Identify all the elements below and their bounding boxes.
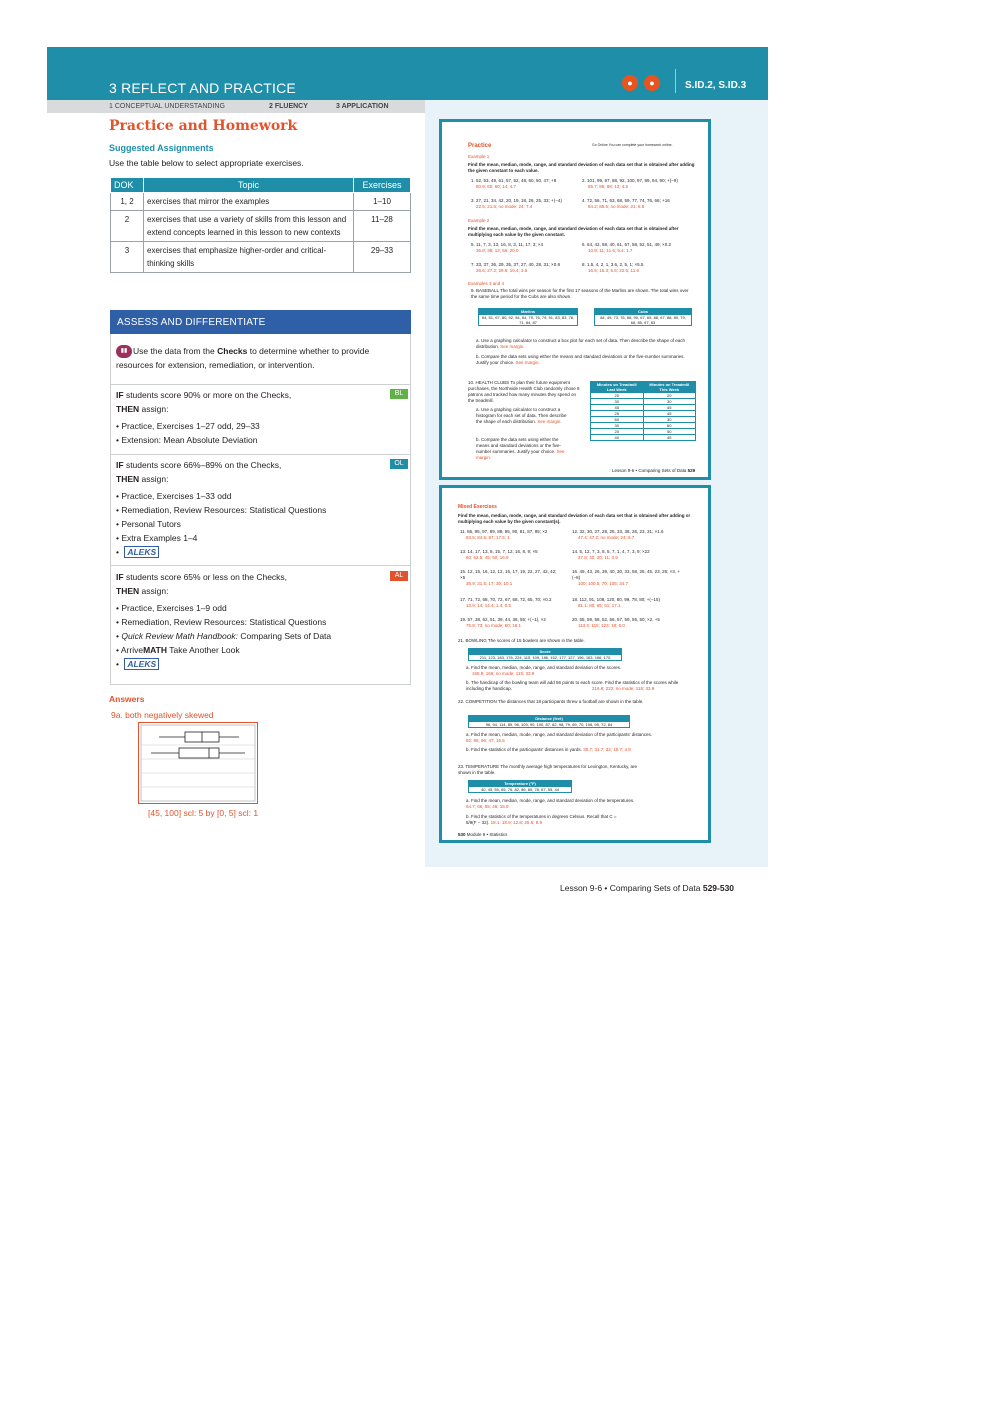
ol-block: OL IF students score 66%–89% on the Checks, THEN assign: • Practice, Exercises 1–33 odd • Remediation, Review Resources: Statistical Questions • Personal Tutors • Extra Examples 1–4 • ALEKS	[116, 458, 406, 559]
exercises-header: Exercises	[354, 178, 411, 193]
answer: 47.4; 47.2; no mode; 24; 6.7	[578, 535, 635, 540]
table-header-row	[111, 178, 411, 193]
al-block: AL IF students score 65% or less on the Checks, THEN assign: • Practice, Exercises 1–9 odd • Remediation, Review Resources: Statistical Questions • Quick Review Math Handbook: Comparing Sets of Data • ArriveMATH Take Another Look • ALEKS	[116, 570, 406, 671]
table-row	[111, 193, 411, 211]
distance-table: Distance (feet) 96, 94, 114, 85, 96, 109, 90, 100, 87, 82, 98, 79, 69, 70, 106, 95, 72, 84	[468, 715, 630, 728]
page-title: Practice and Homework	[109, 118, 298, 134]
answer: 27.8; 30; 20; 11; 3.9	[578, 555, 618, 560]
question: 9. BASEBALL The total wins per season for the first 17 seasons of the Marlins are shown. The total wins over the same time period for the Cubs are also shown.	[471, 288, 689, 299]
header-divider	[675, 69, 676, 93]
question: 18. 112, 91, 108, 120, 80, 99, 78, 80; +(−15)	[572, 597, 660, 602]
example-label: Example 1	[468, 154, 490, 159]
page-footer: 530 Module 9 • Statistics	[458, 832, 508, 837]
exercises-cell: 1–10	[354, 193, 411, 211]
dok-table	[110, 177, 411, 273]
question: 2. 101, 99, 97, 88, 92, 100, 97, 89, 94, 90; +(−9)	[582, 178, 678, 183]
divider	[110, 565, 411, 566]
answer: 84.2; 85.5; no mode; 21; 6.8	[588, 204, 645, 209]
answer: 83.5; 84.5; 87; 17.5; 1	[466, 535, 510, 540]
divider	[110, 454, 411, 455]
table-row	[111, 211, 411, 242]
section-header	[47, 47, 768, 100]
aleks-logo: ALEKS	[124, 658, 159, 670]
box-plot-svg	[139, 723, 257, 803]
practice-heading: Practice	[468, 143, 492, 149]
checks-icon: ▮▮	[116, 345, 132, 358]
exercises-cell: 11–28	[354, 211, 411, 242]
section-title: 3 REFLECT AND PRACTICE	[109, 80, 296, 96]
answer: 100; 100.5; 70; 105; 34.7	[578, 581, 629, 586]
question: 12. 32, 30, 27, 28, 25, 33, 38, 26, 23, 31; ×1.6	[572, 529, 664, 534]
question-part: a. Find the mean, median, mode, range, and standard deviation of the temperatures. 64.7; 66; 55; 46; 15.9	[466, 798, 635, 809]
assess-intro: ▮▮ Use the data from the Checks to determine whether to provide resources for extension, remediation, or intervention.	[116, 346, 370, 371]
bl-block: BL IF students score 90% or more on the Checks, THEN assign: • Practice, Exercises 1–27 odd, 29–33 • Extension: Mean Absolute Deviation	[116, 388, 406, 447]
question: 8. 1.5, 4, 2, 1, 3.6, 2, 5, 1; ×5.5	[582, 262, 644, 267]
tab-conceptual: 1 CONCEPTUAL UNDERSTANDING	[109, 103, 225, 110]
question: 10. HEALTH CLUBS To plan their future equipment purchases, the Northside Health Club randomly chose 8 patrons and tracked how many minutes they spend on the treadmill.	[468, 380, 580, 403]
answer: 13.9; 14; 14.4; 1.4; 0.5	[466, 603, 512, 608]
topic-cell: exercises that emphasize higher-order and critical-thinking skills	[144, 242, 354, 273]
marlins-table: Marlins 64, 51, 67, 80, 92, 54, 64, 79, 76, 79, 91, 83, 83, 78, 71, 84, 87	[478, 308, 578, 326]
answer: 16.5; 15.3; 5.5; 22.5; 11.6	[588, 268, 639, 273]
list-item: • ALEKS	[116, 545, 406, 559]
standards-label: S.ID.2, S.ID.3	[685, 80, 747, 91]
question-part: b. Compare the data sets using either the means and standard deviations or the five-number summaries. Justify your choice. See margin.	[476, 437, 565, 460]
question-part: a. Use a graphing calculator to construct a histogram for each set of data. Then describe the shape of each distribution. See margin.	[476, 407, 567, 424]
list-item: • ALEKS	[116, 657, 406, 671]
dok-header: DOK	[111, 178, 144, 193]
answer: 22.5; 21.5; no mode; 24; 7.4	[476, 204, 533, 209]
suggested-assignments-heading: Suggested Assignments	[109, 143, 214, 153]
question-part: b. Find the statistics of the participants' distances in yards. 30.7; 31.7; 32; 15.7; 4.8	[466, 747, 631, 752]
question-part: a. Find the mean, median, mode, range, and standard deviation of the participants' distances. 92; 95; 96; 47; 16.5	[466, 732, 652, 743]
question: 7. 33, 37, 36, 29, 35, 37, 27, 40, 28, 31; ×0.8	[471, 262, 560, 267]
question: 23. TEMPERATURE The monthly average high temperatures for Lexington, Kentucky, are shown in the table.	[458, 764, 638, 775]
answer-9a: 9a. both negatively skewed	[111, 710, 214, 720]
dok-cell: 1, 2	[111, 193, 144, 211]
answer: 216.9; 222; no mode; 115; 33.9	[592, 686, 655, 691]
aleks-logo: ALEKS	[124, 546, 159, 558]
divider	[110, 384, 411, 385]
question: 17. 71, 72, 68, 70, 72, 67, 68, 72, 65, 70; ×0.2	[460, 597, 552, 602]
list-item: • Remediation, Review Resources: Statistical Questions	[116, 617, 327, 627]
directions: Find the mean, median, mode, range, and standard deviation of each data set that is obtained after adding the given constant to each value.	[468, 162, 695, 173]
question: 13. 14, 17, 13, 8, 15, 7, 12, 16, 8, 9; ×5	[460, 549, 538, 554]
student-page-529	[439, 119, 711, 480]
student-page-530	[439, 485, 711, 843]
question: 4. 72, 56, 71, 63, 68, 59, 77, 74, 76, 66; +16	[582, 198, 670, 203]
question: 1. 52, 53, 49, 61, 57, 52, 48, 60, 50, 47; +8	[471, 178, 557, 183]
topic-header: Topic	[144, 178, 354, 193]
go-online-note: Go Online You can complete your homework online.	[592, 143, 673, 147]
ol-badge: OL	[390, 459, 408, 469]
question: 22. COMPETITION The distances that 18 participants threw a football are shown in the table.	[458, 699, 644, 704]
dok-cell: 3	[111, 242, 144, 273]
assess-heading: ASSESS AND DIFFERENTIATE	[110, 310, 411, 334]
answer: 35.9; 31.5; 17; 30; 10.1	[466, 581, 513, 586]
list-item: • Practice, Exercises 1–33 odd	[116, 491, 232, 501]
table-row	[111, 242, 411, 273]
list-item: • ArriveMATH Take Another Look	[116, 645, 240, 655]
question-part: b. Compare the data sets using either the means and standard deviations or the five-number summaries. Justify your choice. See margin.	[476, 354, 685, 365]
list-item: • Quick Review Math Handbook: Comparing Sets of Data	[116, 631, 332, 641]
temperature-table: Temperature (°F) 40, 45, 55, 65, 76, 82, 86, 85, 78, 67, 55, 44	[468, 780, 572, 793]
dok-cell: 2	[111, 211, 144, 242]
group-icon: ●	[644, 75, 660, 91]
answer: 36.8; 38; 12; 56; 20.0	[476, 248, 519, 253]
list-item: • Practice, Exercises 1–27 odd, 29–33	[116, 421, 260, 431]
topic-cell: exercises that mirror the examples	[144, 193, 354, 211]
exercises-cell: 29–33	[354, 242, 411, 273]
answer: 85.7; 86; 88; 13; 4.5	[588, 184, 629, 189]
tab-fluency: 2 FLUENCY	[269, 103, 308, 110]
answer: 60; 62.5; 45; 50; 16.9	[466, 555, 509, 560]
answer: 26.6; 27.2; 29.6; 10.4; 3.5	[476, 268, 528, 273]
question: 6. 64, 42, 58, 40, 61, 67, 58, 52, 51, 49; ×0.2	[582, 242, 671, 247]
answer: 113.3; 115; 123; 18; 6.0	[578, 623, 625, 628]
suggested-assignments-description: Use the table below to select appropriate exercises.	[109, 158, 304, 168]
plot-window-caption: [45, 100] scl: 5 by [0, 5] scl: 1	[148, 808, 259, 818]
list-item: • Personal Tutors	[116, 519, 181, 529]
list-item: • Extension: Mean Absolute Deviation	[116, 435, 258, 445]
question: 11. 86, 95, 97, 89, 88, 95, 90, 81, 87, 95; ×2	[460, 529, 548, 534]
question: 3. 27, 21, 34, 42, 20, 19, 18, 26, 25, 33; +(−4)	[471, 198, 562, 203]
pair-icon: ●	[622, 75, 638, 91]
answers-heading: Answers	[109, 694, 145, 704]
treadmill-table: Minutes on Treadmill Last Week Minutes on Treadmill This Week 20 20 30 30 45 45 25 45 60 30 30 60 20 50 40 45	[590, 381, 696, 441]
question: 14. 5, 12, 7, 3, 8, 5, 7, 1, 4, 7, 3, 9; ×22	[572, 549, 650, 554]
answer: 60.9; 60; 60; 14; 4.7	[476, 184, 517, 189]
question-part: a. Use a graphing calculator to construct a box plot for each set of data. Then describe the shape of each distribution. See margin.	[476, 338, 686, 349]
question: 16. 49, 43, 26, 39, 40, 30, 33, 58, 26, 45, 23, 26; ×3, +(−8)	[572, 569, 680, 580]
topic-cell: exercises that use a variety of skills from this lesson and extend concepts learned in this lesson to new contexts	[144, 211, 354, 242]
page-footer: Lesson 9-6 • Comparing Sets of Data 529	[612, 468, 696, 473]
mixed-exercises-heading: Mixed Exercises	[458, 504, 497, 510]
answer: 75.8; 73; no mode; 50; 18.1	[466, 623, 522, 628]
bl-badge: BL	[390, 389, 408, 399]
tab-application: 3 APPLICATION	[336, 103, 389, 110]
question: 15. 12, 15, 16, 12, 12, 15, 17, 19, 22, 27, 42, 42; ×5	[460, 569, 557, 580]
question-part: a. Find the mean, median, mode, range, and standard deviation of the scores.	[466, 665, 622, 670]
cubs-table: Cubs 84, 49, 73, 76, 68, 90, 67, 65, 88, 67, 88, 89, 79, 66, 85, 97, 83	[594, 308, 692, 326]
list-item: • Practice, Exercises 1–9 odd	[116, 603, 227, 613]
directions: Find the mean, median, mode, range, and standard deviation of each data set that is obtained after adding or multiplying each value by the given constant(s).	[458, 513, 691, 524]
al-badge: AL	[390, 571, 408, 581]
collaboration-icons	[622, 75, 660, 91]
question: 19. 57, 38, 62, 51, 39, 44, 36, 55; +(−1), ×2	[460, 617, 546, 622]
bowling-scores-table: Score 211, 123, 183, 176, 224, 115, 109, 186, 152, 177, 127, 196, 163, 166, 170	[468, 648, 622, 661]
example-label: Example 2	[468, 218, 490, 223]
list-item: • Extra Examples 1–4	[116, 533, 198, 543]
question-part: b. Find the statistics of the temperatures in degrees Celsius. Recall that C = 5/9(F − 32). 18.1; 18.9; 12.8; 25.6; 8.9	[466, 814, 617, 825]
answer: 81.1; 80; 65; 51; 17.1	[578, 603, 621, 608]
answer: 10.8; 11; 11.6; 5.4; 1.7	[588, 248, 633, 253]
rigor-tabs	[47, 100, 425, 113]
page-footer: Lesson 9-6 • Comparing Sets of Data 529-530	[560, 883, 735, 893]
example-label: Examples 3 and 4	[468, 281, 505, 286]
question-part: b. The handicap of the bowling team will add 56 points to each score. Find the statistics of the scores while including the handicap.	[466, 680, 679, 691]
box-plot-answer	[138, 722, 258, 804]
list-item: • Remediation, Review Resources: Statistical Questions	[116, 505, 327, 515]
answer: 165.9; 166; no mode; 115; 33.9	[472, 671, 535, 676]
directions: Find the mean, median, mode, range, and standard deviation of each data set that is obtained after multiplying each value by the given constant.	[468, 226, 679, 237]
question: 21. BOWLING The scores of 15 bowlers are shown in the table.	[458, 638, 585, 643]
question: 5. 11, 7, 3, 13, 16, 8, 3, 11, 17, 3; ×4	[471, 242, 544, 247]
question: 20. 55, 59, 58, 52, 56, 57, 59, 55, 50; ×2, +5	[572, 617, 660, 622]
